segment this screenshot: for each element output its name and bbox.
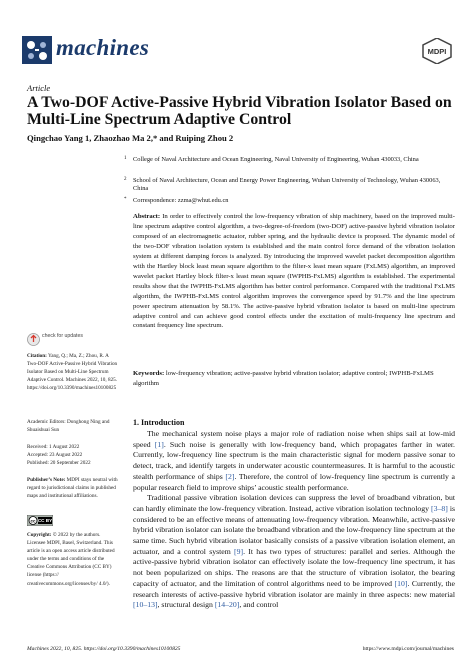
svg-text:CC BY: CC BY [37,518,53,524]
citation-link[interactable]: [9] [234,546,244,556]
keywords [133,369,455,389]
footer-journal-url[interactable]: https://www.mdpi.com/journal/machines [362,646,454,652]
svg-text:cc: cc [30,518,36,524]
keywords-text: low-frequency vibration; active-passive hybrid vibration isolator; adaptive control; IWPHB-FxLMS algorithm [133,370,434,387]
copyright-block: Copyright: © 2022 by the authors. Licensee MDPI, Basel, Switzerland. This article is an open access article distributed under the terms and conditions of the Creative Commons Attribution (CC BY) license (https:// creativecommons.org/licenses/by/ 4.0/). [27,532,115,587]
affiliation-1: 1 College of Naval Architecture and Ocean Engineering, Naval University of Engineering, Wuhan 430033, China [124,156,419,163]
intro-paragraph-1: The mechanical system noise plays a major role of radiation noise when ships sail at low-mid speed [1]. Such noise is generally with low-frequency band, which propagates farther in water. Currently, low-frequency line spectrum is the main characteristic signal for modern passive sonar to detect, track, and identify targets in underwater acoustic countermeasures. It is harmful to the acoustic stealth performance of ships [2]. Therefore, the control of low-frequency line spectrum is currently a popular research field to improve ships’ acoustic stealth performance. [133,429,455,492]
machines-logo-icon [22,36,52,64]
citation-link[interactable]: [2] [225,471,235,481]
academic-editors: Academic Editors: Donghong Ning and Shuaishuai Sun [27,419,110,434]
check-for-updates-badge[interactable] [27,333,97,347]
accepted-date: Accepted: 23 August 2022 [27,452,83,459]
abstract [133,212,455,331]
citation-link[interactable]: [10] [394,578,408,588]
journal-name: machines [56,35,150,60]
citation-link[interactable]: [1] [154,439,164,449]
author-list: Qingchao Yang 1, Zhaozhao Ma 2,* and Ruiping Zhou 2 [27,133,234,143]
affiliation-2: 2 School of Naval Architecture, Ocean and Energy Power Engineering, Wuhan University of Technology, Wuhan 430063, China [124,177,441,193]
intro-paragraph-2: Traditional passive vibration isolation devices can suppress the level of broadband vibration, but can hardly eliminate the low-frequency vibration. Instead, active vibration isolation technology [3–8] is considered to be an effective means of attenuating low-frequency vibration. Meanwhile, active-passive hybrid vibration isolator can isolate the broadband vibration and the low-frequency line spectrum at the same time. Such hybrid vibration isolator basically consists of a passive vibration isolation element, an actuator, and a control system [9]. It has two types of structures: parallel and series. Although the active-passive hybrid vibration isolator can effectively isolate the low-frequency line spectrum, it has not been popularized on ships. The reasons are that the structure of vibration isolator, the bearing capacity of actuator, and the limitation of control algorithms need to be improved [10]. Currently, the research interests of active-passive hybrid vibration isolator are mainly in three aspects: new material [10–13], structural design [14–20], and control [133,493,456,610]
check-updates-icon [27,333,40,346]
article-title: A Two-DOF Active-Passive Hybrid Vibration Isolator Based on Multi-Line Spectrum Adaptive Control [27,94,452,128]
keywords-label: Keywords: [133,370,165,377]
svg-text:MDPI: MDPI [427,47,447,56]
footer-citation[interactable]: Machines 2022, 10, 825. https://doi.org/10.3390/machines10100825 [27,646,181,652]
article-dates [27,443,119,467]
citation-link[interactable]: [14–20] [214,600,240,610]
abstract-text: In order to effectively control the low-frequency vibration of ship machinery, based on the improved multi-line spectrum adaptive control algorithm, a two-degree-of-freedom (two-DOF) active-passive hybrid vibration isolator composed of an electromagnetic actuator, rubber spring, and the hydraulic device is proposed. The dynamic model of the two-DOF vibration isolation system is established and the main control force demand of the vibration isolation system at different damping forces is analyzed. By introducing the improved wavelet packet decomposition algorithm with the Hartley block least mean square algorithm to the filter-x least mean square (FxLMS) algorithm, an improved wavelet packet Hartley block filter-x least mean square (IWPHB-FxLMS) algorithm is established. The experimental results show that the IWPHB-FxLMS algorithm has better control performance. Compared with the traditional FxLMS algorithm, the IWPHB-FxLMS control algorithm improves the convergence speed by 91.7% and the line spectrum power spectrum attenuation by 58.1%. The active-passive hybrid vibration isolator is based on multi-line spectrum adaptive control and can achieve good control effects under the excitation of multi-frequency line spectrum and constant frequency line spectrum. [133,213,456,330]
received-date: Received: 1 August 2022 [27,444,80,450]
abstract-label: Abstract: [133,213,161,220]
citation-link[interactable]: [10–13] [133,600,158,610]
citation-link[interactable]: [3–8] [431,503,448,513]
publisher-note: Publisher’s Note: MDPI stays neutral with regard to jurisdictional claims in published maps and institutional affiliations. [27,477,118,500]
section-heading-introduction: 1. Introduction [133,418,185,427]
citation-block: Citation: Yang, Q.; Ma, Z.; Zhou, R. A Two-DOF Active-Passive Hybrid Vibration Isolator Based on Multi-Line Spectrum Adaptive Control. Machines 2022, 10, 825. https://doi.org/10.3390/machines10100825 [27,353,118,392]
check-updates-label: check for updates [42,333,83,339]
introduction-text [133,429,455,611]
article-type: Article [27,83,51,93]
mdpi-logo-icon[interactable] [422,38,452,64]
published-date: Published: 20 September 2022 [27,460,91,467]
cc-by-license-icon[interactable] [27,515,53,526]
correspondence: * Correspondence: zzma@whut.edu.cn [124,197,229,204]
journal-header [22,36,452,64]
